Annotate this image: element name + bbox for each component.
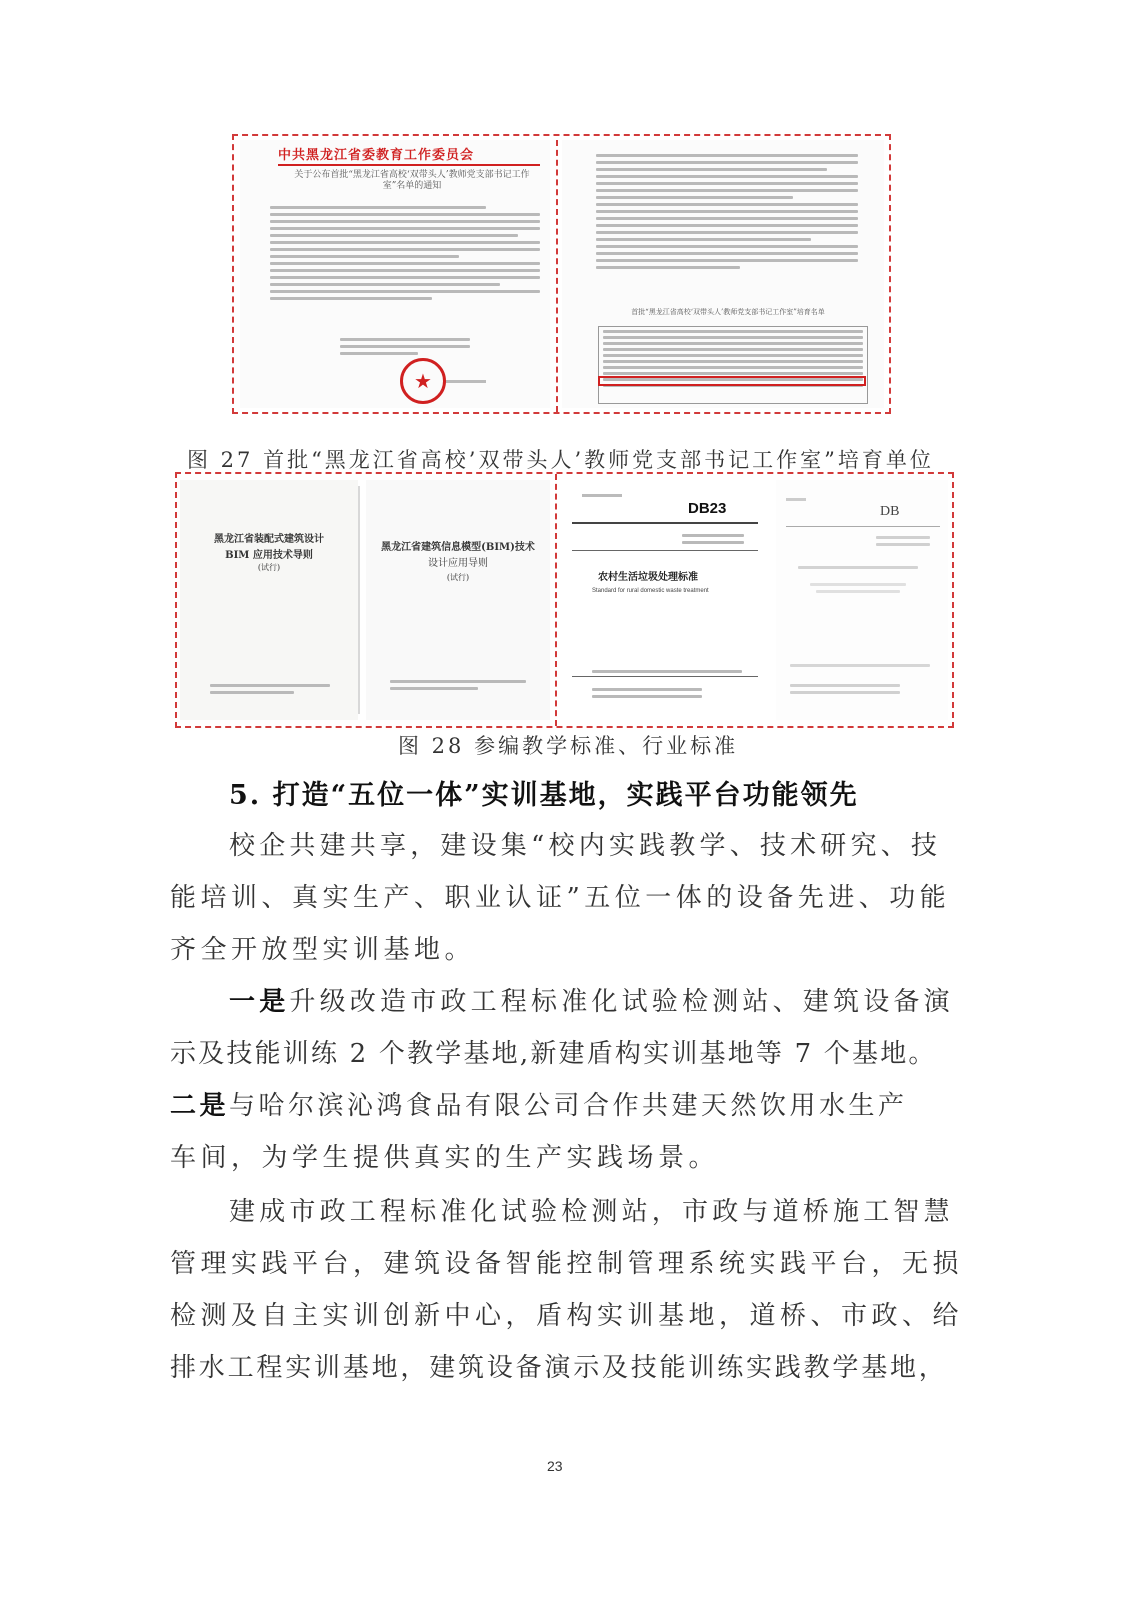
p3-line2: 管理实践平台，建筑设备智能控制管理系统实践平台，无损 — [170, 1249, 964, 1279]
p2-line3 — [170, 1085, 908, 1122]
fig28-cover3-subtitle: Standard for rural domestic waste treatment — [592, 588, 709, 594]
fig27-doc-header: 中共黑龙江省委教育工作委员会 — [278, 148, 475, 163]
fig28-cover3-code: DB23 — [688, 500, 727, 517]
fig28-cover3 — [562, 480, 768, 720]
fig28-cover1-fold — [358, 486, 360, 714]
p2-emphasis-2: 二是 — [170, 1091, 230, 1121]
figure28-caption: 图 28 参编教学标准、行业标准 — [398, 734, 739, 758]
fig27-doc-redrule — [278, 164, 540, 166]
fig28-cover1-footer-lines — [210, 680, 330, 698]
fig27-doc-attach-lines — [340, 334, 470, 359]
p2-line4: 车间，为学生提供真实的生产实践场景。 — [170, 1143, 720, 1173]
fig28-cover2-title2: 设计应用导则 — [428, 558, 488, 569]
fig28-cover3-rule-mid — [572, 550, 758, 551]
fig28-cover2-title3: (试行) — [446, 573, 470, 582]
p3-line3: 检测及自主实训创新中心，盾构实训基地，道桥、市政、给 — [170, 1301, 964, 1331]
p2-line2: 示及技能训练 2 个教学基地,新建盾构实训基地等 7 个基地。 — [170, 1039, 937, 1069]
section-heading: 5. 打造“五位一体”实训基地，实践平台功能领先 — [229, 780, 859, 811]
fig28-cover1-title3: (试行) — [257, 563, 281, 572]
fig28-cover3-rule-bottom — [572, 676, 758, 677]
figure28-divider — [555, 474, 557, 726]
fig27-right-document — [562, 140, 884, 408]
fig27-doc-date-line — [446, 380, 486, 383]
fig27-table-highlight-row — [598, 376, 866, 386]
fig28-cover3-header-line — [582, 494, 622, 497]
fig28-cover3-issuer-lines — [592, 684, 702, 702]
page-number: 23 — [547, 1458, 563, 1474]
fig28-cover4-issuer-lines — [790, 680, 900, 698]
fig28-cover4-date-lines — [790, 660, 930, 671]
p2-line3-text: 与哈尔滨沁鸿食品有限公司合作共建天然饮用水生产 — [229, 1091, 908, 1121]
p1-line3: 齐全开放型实训基地。 — [170, 935, 476, 965]
fig27-left-document — [240, 140, 550, 408]
fig27-doc-body-lines — [270, 202, 540, 304]
fig27-doc-title: 关于公布首批“黑龙江省高校‘双带头人’教师党支部书记工作室”名单的通知 — [294, 170, 530, 191]
fig28-cover1-title1: 黑龙江省装配式建筑设计 — [214, 534, 324, 545]
fig28-cover2-footer-lines — [390, 676, 526, 694]
fig28-cover4-code: DB — [880, 504, 900, 519]
fig28-cover4-header-line — [786, 498, 806, 501]
p3-line1: 建成市政工程标准化试验检测站，市政与道桥施工智慧 — [229, 1197, 954, 1227]
fig28-cover1-title2: BIM 应用技术导则 — [225, 550, 313, 561]
p2-line1 — [229, 981, 954, 1018]
fig28-cover3-rule-top — [572, 522, 758, 524]
fig27-table — [598, 326, 868, 404]
fig28-cover4-rule-top — [786, 526, 940, 527]
fig28-cover4 — [776, 480, 948, 720]
figure27-divider — [556, 140, 558, 412]
fig28-cover4-title-lines — [798, 562, 918, 597]
fig27-right-body-lines — [596, 150, 858, 273]
fig27-doc-seal: ★ — [400, 358, 446, 404]
fig28-cover2-title1: 黑龙江省建筑信息模型(BIM)技术 — [381, 542, 535, 553]
fig28-cover4-number-lines — [876, 532, 930, 550]
fig28-cover1 — [180, 480, 358, 720]
p2-emphasis-1: 一是 — [229, 987, 290, 1017]
fig27-table-title: 首批“黑龙江省高校‘双带头人’教师党支部书记工作室”培育名单 — [631, 308, 825, 316]
p1-line1: 校企共建共享，建设集“校内实践教学、技术研究、技 — [229, 831, 942, 861]
fig28-cover3-number-lines — [682, 530, 744, 548]
fig28-cover3-title: 农村生活垃圾处理标准 — [598, 572, 698, 583]
figure27-caption: 图 27 首批“黑龙江省高校’双带头人’教师党支部书记工作室”培育单位 — [187, 448, 934, 472]
fig28-cover2 — [366, 480, 550, 720]
p2-line1-text: 升级改造市政工程标准化试验检测站、建筑设备演 — [289, 987, 954, 1017]
p1-line2: 能培训、真实生产、职业认证”五位一体的设备先进、功能 — [170, 883, 951, 913]
p3-line4: 排水工程实训基地，建筑设备演示及技能训练实践教学基地， — [170, 1353, 948, 1383]
